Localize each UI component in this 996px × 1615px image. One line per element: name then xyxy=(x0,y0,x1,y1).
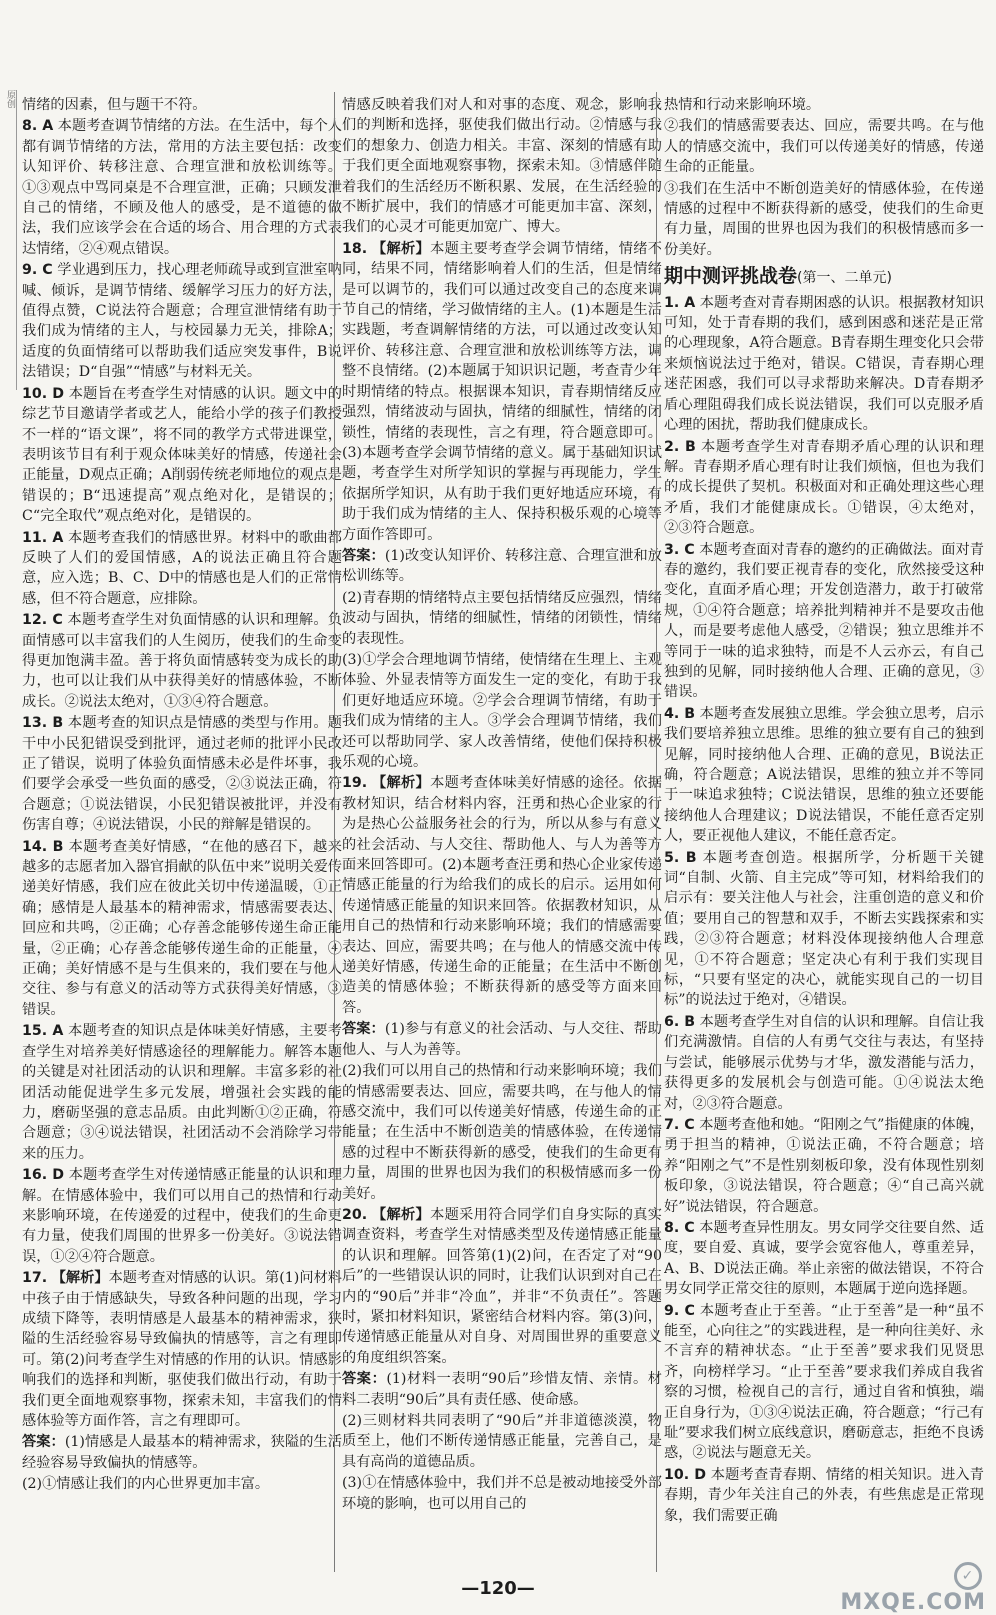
answer-text: 本题考查学生对青春期矛盾心理的认识和理解。青春期矛盾心理有时让我们烦恼，但也为我们的成长提供了契机。积极面对和正确处理这些心理矛盾，我们才能健康成长。①错误，④太绝对，②③符合题意。 xyxy=(664,438,984,537)
answer-text: 本题考查学生对传递情感正能量的认识和理解。在情感体验中，我们可以用自己的热情和行动来影响环境，在传递爱的过程中，使我们的生命更有力量，使我们周围的世界多一份美好。③说法错误，①②④符合题意。 xyxy=(22,1167,342,1265)
answer-item xyxy=(342,773,662,1018)
answer-item xyxy=(342,1019,662,1060)
answer-item xyxy=(342,650,662,772)
answer-item xyxy=(664,437,984,539)
answer-text: 本题考查他和她。“阳刚之气”指健康的体魄，勇于担当的精神，①说法正确，不符合题意；培养“阳刚之气”不是性别刻板印象，没有体现性别刻板印象，③说法错误，符合题意；④“自己高兴就好”说法错误，符合题意。 xyxy=(664,1116,984,1215)
answer-text: 本题考查发展独立思维。学会独立思考，启示我们要培养独立思维。思维的独立要有自己的独到见解，同时接纳他人合理、正确的意见，B说法正确，符合题意；A说法错误，思维的独立并不等同于一味追求独特；C说法错误，思维的独立还要能接纳他人合理建议；D说法错误，不能任意否定别人，要正视他人建议，不能任意否定。 xyxy=(664,705,984,845)
answer-text: ②我们的情感需要表达、回应，需要共鸣。在与他人的情感交流中，我们可以传递美好的情感，传递生命的正能量。 xyxy=(664,118,984,176)
answer-text: 本题考查创造。根据所学，分析题干关键词“自制、火箭、自主完成”等可知，材料给我们的启示有：要关注他人与社会，注重创造的意义和价值；要用自己的智慧和双手，不断去实践探索和实践，②③符合题意；材料没体现接纳他人合理意见，①不符合题意；坚定决心有利于我们实现目标，“只要有坚定的决心，就能实现自己的一切目标”的说法过于绝对，④错误。 xyxy=(664,849,984,1009)
answer-tag: 【解析】 xyxy=(371,775,431,792)
column-divider-2 xyxy=(656,92,657,1572)
answer-text: 学业遇到压力，找心理老师疏导或到宣泄室呐喊、倾诉，是调节情绪、缓解学习压力的好方法，值得点赞，C说法符合题意；合理宣泄情绪有助于我们成为情绪的主人，与校园暴力无关，排除A；适度的负面情绪可以帮助我们适应突发事件，B说法错误；D“自强”“情感”与材料无关。 xyxy=(22,262,342,381)
answer-text: 本题考查异性朋友。男女同学交往要自然、适度，要自爱、真诚，要学会宽容他人，尊重差异，A、B、D说法正确。举止亲密的做法错误，不符合男女同学正常交往的原则，本题属于逆向选择题。 xyxy=(664,1219,984,1298)
question-number: 7. C xyxy=(664,1116,695,1133)
answer-text: 情感反映着我们对人和对事的态度、观念，影响我们的判断和选择，驱使我们做出行动。②情感与我们的想象力、创造力相关。丰富、深刻的情感有助于我们更全面地观察事物，探索未知。③情感伴随着我们的生活经历不断积累、发展，在生活经验的不断扩展中，我们的情感才可能更加丰富、深刻，我们的心灵才可能更加宽广、博大。 xyxy=(342,97,662,236)
answer-item xyxy=(342,546,662,587)
watermark-circle-icon: ✓ xyxy=(954,1562,982,1590)
column-right xyxy=(664,95,984,1570)
answer-tag: 答案： xyxy=(342,1371,387,1388)
question-number: 5. B xyxy=(664,849,697,866)
answer-text: 本题考查学生对负面情感的认识和理解。负面情感可以丰富我们的人生阅历，使我们的生命变得更加饱满丰盈。善于将负面情感转变为成长的助力，也可以让我们从中获得美好的情感体验，不断成长。②说法太绝对，①③④符合题意。 xyxy=(22,612,342,710)
answer-text: 本题考查止于至善。“止于至善”是一种“虽不能至，心向往之”的实践进程，是一种向往美好、永不言弃的精神状态。“止于至善”要求我们见贤思齐，向榜样学习。“止于至善”要求我们养成自我省察的习惯，检视自己的言行，通过自省和慎独，端正自身行为，①③④说法正确，符合题意；“行己有耻”要求我们树立底线意识，磨砺意志，拒绝不良诱惑，②说法与题意无关。 xyxy=(664,1302,984,1462)
answer-item xyxy=(22,384,342,527)
answer-item xyxy=(22,837,342,1021)
question-number: 18. xyxy=(342,240,368,257)
column-middle xyxy=(342,95,662,1570)
watermark-text: MXQE.COM xyxy=(840,1590,986,1615)
answer-item xyxy=(664,1115,984,1217)
answer-item xyxy=(342,1205,662,1368)
question-number: 17. xyxy=(22,1270,48,1287)
column-right-bottom xyxy=(664,293,984,1526)
answer-item xyxy=(22,713,342,835)
question-number: 12. C xyxy=(22,612,63,629)
answer-text: 本题考查体味美好情感的途径。依据教材知识，结合材料内容，汪勇和热心企业家的行为是热心公益服务社会的行为，所以从参与有意义的社会活动、与人交往、帮助他人、与人为善等方面来回答即可。(2)本题考查汪勇和热心企业家传递情感正能量的行为给我们的成长的启示。运用如何传递情感正能量的知识来回答。依据教材知识，从用自己的热情和行动来影响环境；我们的情感需要表达、回应，需要共鸣；在与他人的情感交流中传递美好情感，传递生命的正能量；在生活中不断创造美的情感体验；不断获得新的感受等方面来回答。 xyxy=(342,775,662,1016)
question-number: 3. C xyxy=(664,541,695,558)
answer-tag: 【解析】 xyxy=(371,1206,431,1223)
question-number: 4. B xyxy=(664,705,696,722)
answer-text: 本题考查学生对自信的认识和理解。自信让我们充满激情。自信的人有勇气交往与表达，有坚持与尝试，能够展示优势与才华，激发潜能与活力，获得更多的发展机会与创造可能。①④说法太绝对，②③符合题意。 xyxy=(664,1013,984,1112)
answer-item xyxy=(22,610,342,712)
answer-item xyxy=(22,1432,342,1473)
answer-text: (2)三则材料共同表明了“90后”并非道德淡漠，物质至上，他们不断传递情感正能量，完善自己，是具有高尚的道德品质。 xyxy=(342,1413,662,1470)
answer-text: (1)情感是人最基本的精神需求，狭隘的生活经验容易导致偏执的情感等。 xyxy=(22,1434,342,1471)
answer-item xyxy=(664,848,984,1011)
column-right-top xyxy=(664,95,984,260)
answer-item xyxy=(664,1012,984,1114)
answer-text: (2)①情感让我们的内心世界更加丰富。 xyxy=(22,1476,270,1493)
answer-tag: 答案： xyxy=(22,1434,65,1451)
answer-item xyxy=(664,1218,984,1300)
answer-text: 本题考查对青春期困惑的认识。根据教材知识可知，处于青春期的我们，感到困惑和迷茫是正常的心理现象，A符合题意。B青春期生理变化只会带来烦恼说法过于绝对，错误。C错误，青春期心理迷茫困惑，我们可以寻求帮助来解决。D青春期矛盾心理阻碍我们成长说法错误，我们可以克服矛盾心理的困扰，帮助我们健康成长。 xyxy=(664,294,984,434)
answer-text: 本题考查美好情感，“在他的感召下，越来越多的志愿者加入器官捐献的队伍中来”说明关爱传递美好情感，我们应在彼此关切中传递温暖，①正确；感情是人最基本的精神需求，情感需要表达、回应和共鸣，②正确；心存善念能够传递生命正能量，②正确；心存善念能够传递生命的正能量，④正确；美好情感不是与生俱来的，我们要在与他人交往、参与有意义的活动等方式获得美好情感，③错误。 xyxy=(22,838,342,1018)
answer-item xyxy=(664,95,984,115)
answer-item xyxy=(22,1165,342,1267)
question-number: 20. xyxy=(342,1206,368,1223)
answer-text: (1)改变认知评价、转移注意、合理宣泄和放松训练等。 xyxy=(342,547,662,585)
answer-text: 本题考查青春期、情绪的相关知识。进入青春期，青少年关注自己的外表，有些焦虑是正常现象，我们需要正确 xyxy=(664,1466,984,1524)
answer-text: 本题考查我们的情感世界。材料中的歌曲都反映了人们的爱国情感，A的说法正确且符合题意，应入选；B、C、D中的情感也是人们的正常情感，但不符合题意，应排除。 xyxy=(22,529,342,607)
answer-item xyxy=(664,179,984,261)
answer-item xyxy=(664,1465,984,1526)
section-title-main: 期中测评挑战卷 xyxy=(664,265,798,288)
answer-tag: 【解析】 xyxy=(51,1270,109,1287)
section-title-sub: (第一、二单元) xyxy=(797,270,892,287)
question-number: 8. C xyxy=(664,1219,695,1236)
answer-tag: 【解析】 xyxy=(371,240,431,257)
question-number: 1. A xyxy=(664,294,696,311)
page-number: —120— xyxy=(461,1578,535,1599)
answer-item xyxy=(342,1473,662,1514)
question-number: 13. B xyxy=(22,715,64,732)
answer-item xyxy=(342,1411,662,1472)
question-number: 6. B xyxy=(664,1013,696,1030)
answer-text: 本题旨在考查学生对情感的认识。题文中的综艺节目邀请学者或艺人，能给小学的孩子们教授不一样的“语文课”，将不同的教学方式带进课堂，表明该节目有利于观众体味美好的情感，传递社会正能量，D观点正确；A削弱传统老师地位的观点是错误的；B“迅速提高”观点绝对化，是错误的；C“完全取代”观点绝对化，是错误的。 xyxy=(22,385,342,525)
answer-item xyxy=(664,1301,984,1464)
question-number: 15. A xyxy=(22,1023,64,1040)
answer-item xyxy=(22,1474,342,1494)
question-number: 8. A xyxy=(22,118,54,135)
answer-text: 热情和行动来影响环境。 xyxy=(664,97,821,113)
question-number: 19. xyxy=(342,775,368,792)
answer-tag: 答案： xyxy=(342,1021,385,1038)
answer-item xyxy=(22,1021,342,1164)
answer-text: 情绪的因素，但与题干不符。 xyxy=(22,97,207,113)
answer-text: (2)我们可以用自己的热情和行动来影响环境；我们的情感需要表达、回应，需要共鸣，在与他人的情感交流中，我们可以传递美好情感，传递生命的正能量；在生活中不断创造美的情感体验，在传递情感的过程中不断获得新的感受，使我们的生命更有力量，周围的世界也因为我们的积极情感而多一份美好。 xyxy=(342,1063,662,1202)
answer-item xyxy=(342,588,662,649)
answer-text: (3)①学会合理地调节情绪，使情绪在生理上、主观体验、外显表情等方面发生一定的变化，有助于我们更好地适应环境。②学会合理调节情绪，有助于我们成为情绪的主人。③学会合理调节情绪，我们还可以帮助同学、家人改善情绪，使他们保持积极乐观的心境。 xyxy=(342,651,662,770)
answer-item xyxy=(22,1268,342,1431)
question-number: 9. C xyxy=(22,262,53,279)
answer-text: 本题考查对情感的认识。第(1)问材料中孩子由于情感缺失，导致各种问题的出现，学习成绩下降等，表明情感是人最基本的精神需求，狭隘的生活经验容易导致偏执的情感等，言之有理即可。第(2)问考查学生对情感的作用的认识。情感影响我们的选择和判断，驱使我们做出行动，有助于我们更全面地观察事物，探索未知，丰富我们的情感体验等方面作答，言之有理即可。 xyxy=(22,1270,342,1429)
question-number: 10. D xyxy=(22,385,65,402)
answer-item xyxy=(22,95,342,115)
answer-text: 本题考查的知识点是情感的类型与作用。题干中小民犯错误受到批评，通过老师的批评小民改正了错误，说明了体验负面情感未必是件坏事，我们要学会承受一些负面的感受，②③说法正确，符合题意；①说法错误，小民犯错误被批评，并没有伤害自尊；④说法错误，小民的辩解是错误的。 xyxy=(22,715,342,834)
answer-text: 本题考查面对青春的邀约的正确做法。面对青春的邀约，我们要正视青春的变化，欣然接受这种变化，直面矛盾心理；开发创造潜力，敢于打破常规，①④符合题意；培养批判精神并不是要攻击他人，而是要考虑他人感受，②错误；独立思维并不等同于一味的追求独特，而是不人云亦云，有自己独到的见解，同时接纳他人合理、正确的意见，③错误。 xyxy=(664,541,984,701)
answer-text: 本题采用符合同学们自身实际的真实调查资料，考查学生对情感类型及传递情感正能量的认识和理解。回答第(1)(2)问，在否定了对“90后”的一些错误认识的同时，让我们认识到对自己在内的“90后”并非“冷血”，并非“不负责任”。答题时，紧扣材料知识，紧密结合材料内容。第(3)问，传递情感正能量从对自身、对周围世界的重要意义的角度组织答案。 xyxy=(342,1206,662,1366)
answer-item xyxy=(22,116,342,259)
answer-item xyxy=(342,239,662,545)
answer-text: (1)材料一表明“90后”珍惜友情、亲情。材料二表明“90后”具有责任感、使命感。 xyxy=(342,1371,662,1408)
answer-text: (2)青春期的情绪特点主要包括情绪反应强烈，情绪波动与固执，情绪的细腻性，情绪的闭锁性，情绪的表现性。 xyxy=(342,589,662,647)
answer-item xyxy=(664,116,984,177)
binding-margin-note: 原创 xyxy=(0,90,17,390)
question-number: 16. D xyxy=(22,1167,65,1184)
answer-item xyxy=(22,260,342,382)
answer-item xyxy=(664,704,984,847)
question-number: 14. B xyxy=(22,838,64,855)
answer-item xyxy=(342,1061,662,1204)
answer-item xyxy=(664,540,984,703)
watermark-logo xyxy=(836,1562,986,1615)
answer-text: 本题主要考查学会调节情绪，情绪不同，结果不同，情绪影响着人们的生活，但是情绪是可以调节的，我们可以通过改变自己的态度来调节自己的情绪，学习做情绪的主人。(1)本题是生活实践题，考查调解情绪的方法，可以通过改变认知评价、转移注意、合理宣泄和放松训练等方法，调整不良情绪。(2)本题属于知识识记题，考查青少年时期情绪的特点。根据课本知识，青春期情绪反应强烈，情绪波动与固执，情绪的细腻性，情绪的闭锁性，情绪的表现性，言之有理，符合题意即可。(3)本题考查学会调节情绪的意义。属于基础知识试题，考查学生对所学知识的掌握与再现能力，学生依据所学知识，从有助于我们更好地适应环境，有助于我们成为情绪的主人、保持积极乐观的心境等方面作答即可。 xyxy=(342,240,662,543)
answer-text: ③我们在生活中不断创造美好的情感体验，在传递情感的过程中不断获得新的感受，使我们的生命更有力量，周围的世界也因为我们的积极情感而多一份美好。 xyxy=(664,180,984,258)
question-number: 2. B xyxy=(664,438,696,455)
answer-text: (3)①在情感体验中，我们并不总是被动地接受外部环境的影响，也可以用自己的 xyxy=(342,1475,662,1512)
question-number: 9. C xyxy=(664,1302,695,1319)
answer-text: (1)参与有意义的社会活动、与人交往、帮助他人、与人为善等。 xyxy=(342,1021,662,1058)
column-left xyxy=(22,95,342,1570)
answer-text: 本题考查的知识点是体味美好情感，主要考查学生对培养美好情感途径的理解能力。解答本题的关键是对社团活动的认识和理解。丰富多彩的社团活动能促进学生多元发展，增强社会实践的能力，磨砺坚强的意志品质。由此判断①②正确，符合题意；③④说法错误，社团活动不会消除学习带来的压力。 xyxy=(22,1023,342,1162)
answer-tag: 答案： xyxy=(342,547,385,564)
column-divider-1 xyxy=(334,92,335,1572)
answer-item xyxy=(664,293,984,436)
section-title xyxy=(664,266,984,288)
question-number: 10. D xyxy=(664,1466,707,1483)
answer-item xyxy=(22,528,342,610)
answer-item xyxy=(342,1369,662,1410)
answer-text: 本题考查调节情绪的方法。在生活中，每个人都有调节情绪的方法，常用的方法主要包括：改变认知评价、转移注意、合理宣泄和放松训练等。①③观点中骂同桌是不合理宣泄，正确；只顾发泄自己的情绪，不顾及他人的感受，是不道德的做法，我们应该学会在合适的场合、用合理的方式表达情绪，②④观点错误。 xyxy=(22,118,342,257)
question-number: 11. A xyxy=(22,529,64,546)
answer-item xyxy=(342,95,662,238)
